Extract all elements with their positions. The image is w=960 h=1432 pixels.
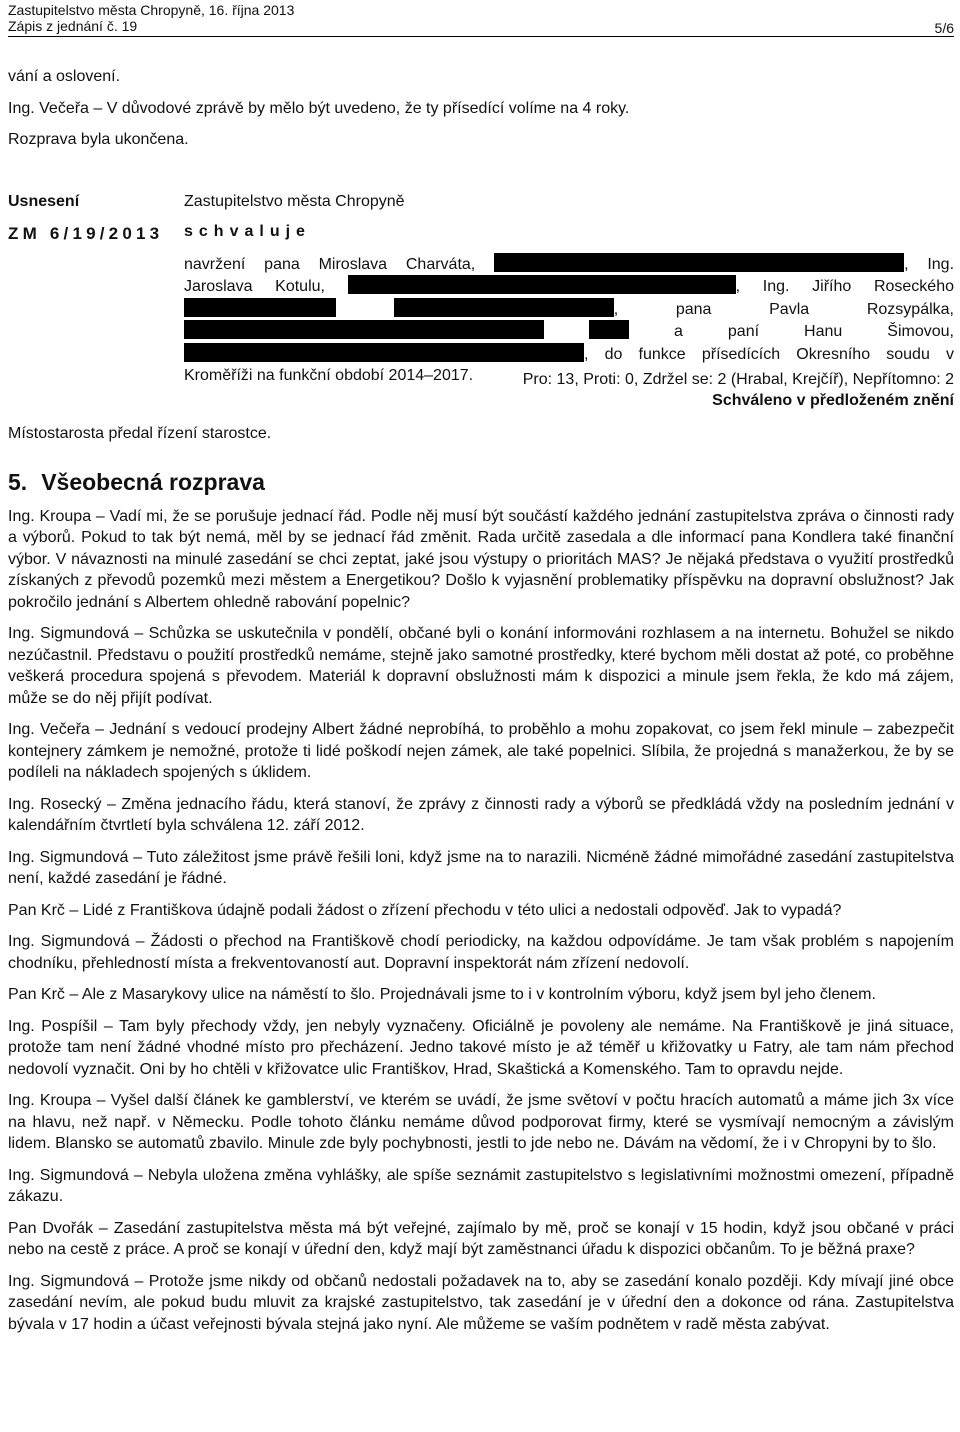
resolution-label: Usnesení xyxy=(8,192,80,210)
discussion-paragraph: Pan Dvořák – Zasedání zastupitelstva města má být veřejné, zajímalo by mě, proč se konají v 15 hodin, když jsou občané v práci nebo na cestě z práce. A proč se konají v úřední den, když mají být zaměstnanci úřadu k dispozici občanům. To je běžná praxe? xyxy=(8,1219,954,1258)
resolution-body-title: Zastupitelstvo města Chropyně xyxy=(184,192,405,210)
redaction-box xyxy=(184,298,336,317)
discussion-paragraph: Ing. Kroupa – Vyšel další článek ke gamblerství, ve kterém se uvádí, že jsme světoví v počtu hracích automatů a máme jich 3x více na hlavu, než např. v Německu. Podle tohoto článku nemáme důvod podporovat firmy, které se vysmívají nemocným a závislým lidem. Blansko se automatů zbavilo. Minule zde byly pochybnosti, jestli to jde nebo ne. Dávám na vědomí, že i v Chropyni by to šlo. xyxy=(8,1092,954,1152)
discussion-paragraph: Ing. Sigmundová – Schůzka se uskutečnila v pondělí, občané byli o konání informováni rozhlasem a na internetu. Bohužel se nikdo nezúčastnil. Představu o použití prostředků nemáme, stejně jako samotné prostředky, které bychom měli dostat až poté, co proběhne veškerá procedura spojená s převodem. Materiál k dopravní obslužnosti mám k dispozici a minule jsem řekla, že kdo má zájem, může se do něj přijít podívat. xyxy=(8,625,954,707)
intro-paragraph: vání a oslovení. xyxy=(8,68,121,85)
redaction-box xyxy=(348,275,736,294)
intro-paragraph: Ing. Večeřa – V důvodové zprávě by mělo být uvedeno, že ty přísedící volíme na 4 roky. xyxy=(8,99,630,117)
resolution-text-part: , Ing. Jiřího Roseckého xyxy=(735,278,954,295)
resolution-id: ZM 6/19/2013 xyxy=(8,223,164,243)
document-body xyxy=(8,66,954,1345)
page-number: 5/6 xyxy=(934,20,954,36)
section-heading xyxy=(8,469,954,495)
discussion-paragraph: Ing. Sigmundová – Žádosti o přechod na Františkově chodí periodicky, na každou odpovídáme. Je tam však problém s napojením chodníku, přehledností místa a frekventovaností aut. Dopravní inspektorát nám zřízení nedovolí. xyxy=(8,933,954,972)
header-title: Zastupitelstvo města Chropyně, 16. října 2013 xyxy=(8,2,295,18)
resolution-text xyxy=(184,253,954,387)
redaction-box xyxy=(494,253,904,272)
redaction-box xyxy=(394,298,614,317)
resolution-header xyxy=(184,191,954,243)
discussion-paragraph: Ing. Sigmundová – Protože jsme nikdy od občanů nedostali požadavek na to, aby se zasedání konalo později. Kdy mívají jiné obce zasedání nevím, ale pokud budu mluvit za krajské zastupitelstvo, tak zasedání je v úřední den a dokonce od rána. Zastupitelstva bývala v 17 hodin a účast veřejnosti bývala stejná jako nyní. Ale můžeme se vaším podnětem v radě města zabývat. xyxy=(8,1272,954,1333)
handover-note: Místostarosta předal řízení starostce. xyxy=(8,424,272,442)
resolution-verb: schvaluje xyxy=(184,223,311,240)
header-rule xyxy=(8,36,954,37)
redaction-box xyxy=(184,320,544,339)
header-subtitle: Zápis z jednání č. 19 xyxy=(8,18,138,34)
page-header xyxy=(8,2,954,34)
discussion-paragraph: Pan Krč – Lidé z Františkova údajně podali žádost o zřízení přechodu v této ulici a nedostali odpověď. Jak to vypadá? xyxy=(8,901,842,919)
redaction-box xyxy=(184,343,584,362)
discussion-paragraph: Ing. Večeřa – Jednání s vedoucí prodejny Albert žádné neprobíhá, to proběhlo a mohu zopakovat, co jsem řekl minule – zabezpečit kontejnery zámkem je nemožné, protože ti lidé poškodí nejen zámek, ale také popelnici. Slíbila, že projedná s manažerkou, že by se podíleli na nákladech spojených s úklidem. xyxy=(8,721,954,781)
resolution-text-part: navržení pana Miroslava Charváta, xyxy=(184,255,476,273)
resolution-text-part: a paní Hanu Šimovou, xyxy=(674,323,954,340)
intro-paragraph: Rozprava byla ukončena. xyxy=(8,131,189,148)
vote-result xyxy=(523,369,954,412)
resolution-text-part: , do funkce přísedících Okresního soudu v Kroměříži na funkční období 2014–2017. xyxy=(184,345,954,384)
discussion-paragraph: Ing. Sigmundová – Nebyla uložena změna vyhlášky, ale spíše seznámit zastupitelstvo s legislativními možnostmi omezení, případně zákazu. xyxy=(8,1166,954,1205)
redaction-box xyxy=(589,320,629,339)
discussion-paragraph: Ing. Sigmundová – Tuto záležitost jsme právě řešili loni, když jsme na to narazili. Nicméně žádné mimořádné zasedání zastupitelstva není, každé zasedání je řádné. xyxy=(8,848,954,887)
resolution-text-part: , Ing. Jaroslava Kotulu, xyxy=(184,255,955,295)
discussion-paragraph: Ing. Pospíšil – Tam byly přechody vždy, jen nebyly vyznačeny. Oficiálně je povoleny ale nemáme. Na Františkově je jiná situace, protože tam není žádné vhodné místo pro přecházení. Jedno takové místo je až téměř u křižovatky u Fatry, ale tam nám přechod nedovolí vyznačit. Oni by ho chtěli v křižovatce ulic Františkov, Hrad, Skaštická a Komenského. Tam to opravdu nejde. xyxy=(8,1017,954,1078)
discussion-paragraph: Ing. Rosecký – Změna jednacího řádu, která stanoví, že zprávy z činnosti rady a výborů se předkládá vždy na posledním jednání v kalendářním čtvrtletí byla schválena 12. září 2012. xyxy=(8,795,954,834)
section-number: 5. xyxy=(8,469,28,495)
resolution-text-part: , pana Pavla Rozsypálka, xyxy=(613,300,954,318)
section-title: Všeobecná rozprava xyxy=(41,469,265,495)
vote-counts: Pro: 13, Proti: 0, Zdržel se: 2 (Hrabal, Krejčíř), Nepřítomno: 2 xyxy=(522,370,954,388)
approval-status: Schváleno v předloženém znění xyxy=(712,392,954,409)
discussion-paragraph: Pan Krč – Ale z Masarykovy ulice na náměstí to šlo. Projednávali jsme to i v kontrolním výboru, když jsem byl jeho členem. xyxy=(8,986,876,1003)
resolution-block xyxy=(8,191,955,409)
discussion-paragraph: Ing. Kroupa – Vadí mi, že se porušuje jednací řád. Podle něj musí být součástí každého jednání zastupitelstva zpráva o činnosti rady a výborů. Pokud to tak být nemá, měl by se jednací řád změnit. Rada určitě zasedala a dle informací pana Kondlera také finanční výbor. V návaznosti na minulé zasedání se chci zeptat, jaké jsou výstupy o prioritách MAS? Je nějaká představa o využití prostředků získaných z převodů pozemků mezi městem a Energetikou? Došlo k vyjasnění problematiky příspěvku na dopravní obslužnost? Jak pokročilo jednání s Albertem ohledně rabování popelnic? xyxy=(8,507,954,611)
